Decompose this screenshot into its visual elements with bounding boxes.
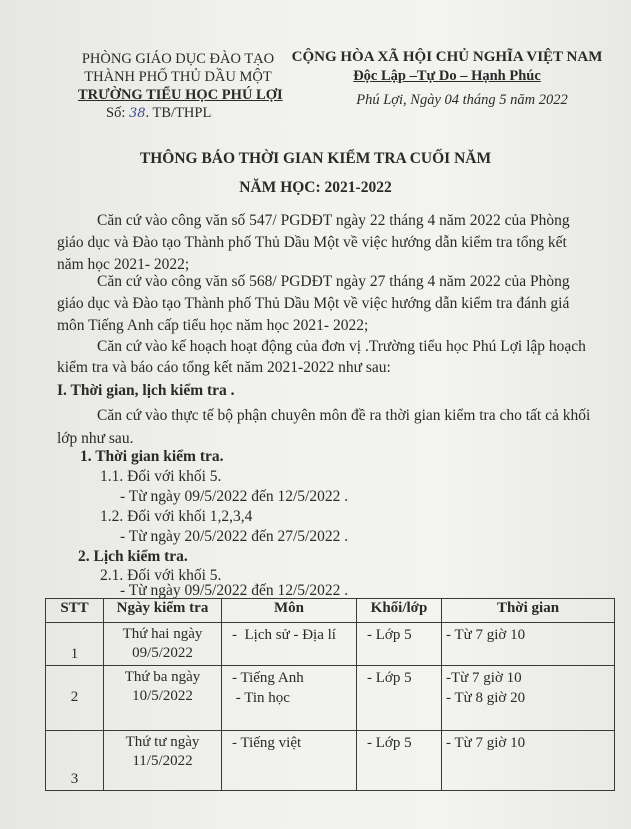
- paragraph-line: Căn cứ vào công văn số 547/ PGDĐT ngày 22 tháng 4 năm 2022 của Phòng: [97, 212, 570, 229]
- school-name: TRƯỜNG TIỂU HỌC PHÚ LỢI: [78, 87, 283, 103]
- handwritten-number: 38: [128, 106, 146, 121]
- table-row: [46, 731, 615, 791]
- cell-date: Thứ hai ngày 09/5/2022: [104, 623, 222, 666]
- cell-subject: - Tiếng việt: [222, 731, 357, 791]
- city-name: THÀNH PHỐ THỦ DẦU MỘT: [84, 69, 272, 85]
- paragraph-line: lớp như sau.: [57, 430, 134, 447]
- paragraph-line: Căn cứ vào công văn số 568/ PGDĐT ngày 27 tháng 4 năm 2022 của Phòng: [97, 273, 570, 290]
- item-line: - Từ ngày 20/5/2022 đến 27/5/2022 .: [120, 528, 349, 545]
- paragraph-line: Căn cứ vào thực tế bộ phận chuyên môn đề ra thời gian kiểm tra cho tất cả khối: [97, 407, 591, 424]
- column-header: Khối/lớp: [357, 599, 442, 623]
- section-heading: I. Thời gian, lịch kiểm tra .: [57, 382, 235, 399]
- cell-stt: 2: [46, 666, 104, 731]
- cell-date: Thứ tư ngày 11/5/2022: [104, 731, 222, 791]
- document-number: Số: 38. TB/THPL: [106, 105, 212, 121]
- paragraph-line: Căn cứ vào kế hoạch hoạt động của đơn vị .Trường tiểu học Phú Lợi lập hoạch: [97, 338, 586, 355]
- column-header: STT: [46, 599, 104, 623]
- column-header: Thời gian: [442, 599, 615, 623]
- paragraph-line: kiểm tra và báo cáo tổng kết năm 2021-2022 như sau:: [57, 359, 391, 376]
- national-motto: Độc Lập –Tự Do – Hạnh Phúc: [353, 68, 541, 84]
- column-header: Ngày kiểm tra: [104, 599, 222, 623]
- cell-grade: - Lớp 5: [357, 731, 442, 791]
- paragraph-line: năm học 2021- 2022;: [57, 256, 190, 273]
- cell-grade: - Lớp 5: [357, 623, 442, 666]
- table-row: [46, 623, 615, 666]
- paragraph-line: giáo dục và Đào tạo Thành phố Thủ Dầu Một về việc hướng dẫn kiểm tra đánh giá: [57, 295, 570, 312]
- paragraph-line: giáo dục và Đào tạo Thành phố Thủ Dầu Một về việc hướng dẫn kiểm tra tổng kết: [57, 234, 567, 251]
- cell-stt: 3: [46, 731, 104, 791]
- item-line: 1.1. Đối với khối 5.: [100, 468, 222, 485]
- subsection-heading: 1. Thời gian kiểm tra.: [80, 448, 224, 465]
- issue-date: Phú Lợi, Ngày 04 tháng 5 năm 2022: [356, 92, 568, 108]
- paragraph-line: môn Tiếng Anh cấp tiểu học năm học 2021- 2022;: [57, 317, 369, 334]
- department-name: PHÒNG GIÁO DỤC ĐÀO TẠO: [81, 51, 275, 67]
- cell-time: -Từ 7 giờ 10 - Từ 8 giờ 20: [442, 666, 615, 731]
- cell-time: - Từ 7 giờ 10: [442, 623, 615, 666]
- column-header: Môn: [222, 599, 357, 623]
- nation-title: CỘNG HÒA XÃ HỘI CHỦ NGHĨA VIỆT NAM: [291, 49, 603, 65]
- cell-date: Thứ ba ngày 10/5/2022: [104, 666, 222, 731]
- cell-subject: - Lịch sử - Địa lí: [222, 623, 357, 666]
- table-row: [46, 666, 615, 731]
- cell-time: - Từ 7 giờ 10: [442, 731, 615, 791]
- item-line: - Từ ngày 09/5/2022 đến 12/5/2022 .: [120, 488, 349, 505]
- exam-schedule-table: [45, 598, 615, 791]
- issuer-block: [78, 50, 283, 123]
- cell-stt: 1: [46, 623, 104, 666]
- cell-subject: - Tiếng Anh - Tin học: [222, 666, 357, 731]
- school-year-title: NĂM HỌC: 2021-2022: [239, 179, 392, 196]
- national-header: [282, 48, 612, 110]
- item-line: - Từ ngày 09/5/2022 đến 12/5/2022 .: [120, 582, 349, 599]
- table-header-row: [46, 599, 615, 623]
- item-line: 2.1. Đối với khối 5.: [100, 567, 222, 584]
- item-line: 1.2. Đối với khối 1,2,3,4: [100, 508, 253, 525]
- cell-grade: - Lớp 5: [357, 666, 442, 731]
- subsection-heading: 2. Lịch kiểm tra.: [78, 548, 188, 565]
- document-title: THÔNG BÁO THỜI GIAN KIỂM TRA CUỐI NĂM: [139, 150, 492, 167]
